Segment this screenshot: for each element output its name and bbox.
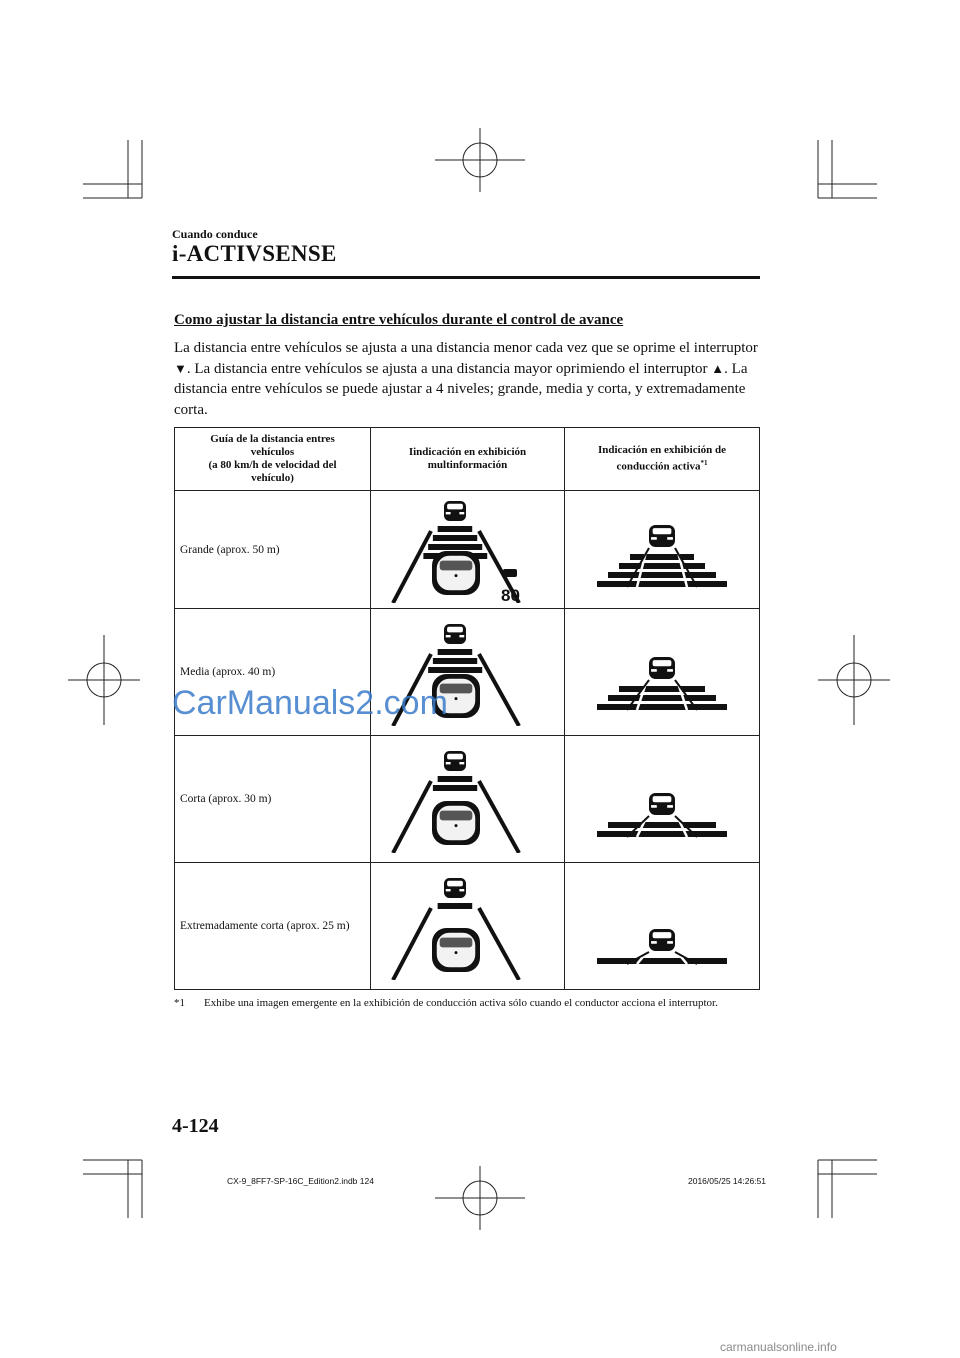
multi-info-image — [371, 491, 565, 609]
distance-bar — [437, 649, 472, 655]
distance-bar — [608, 695, 716, 701]
own-car-icon — [432, 801, 480, 845]
lane-line-left — [393, 781, 431, 853]
footnote — [174, 997, 759, 1010]
footnote-text: Exhibe una imagen emergente en la exhibición de conducción activa sólo cuando el conductor acciona el interruptor. — [204, 997, 718, 1009]
distance-bar — [428, 667, 482, 673]
section-label: Cuando conduce — [172, 227, 258, 241]
active-display-image — [565, 736, 760, 863]
lead-car-icon — [444, 501, 466, 521]
paragraph-part-2: . La distancia entre vehículos se ajusta a una distancia mayor oprimiendo el interruptor — [186, 360, 712, 377]
lead-car-icon — [444, 751, 466, 771]
distance-bar — [437, 903, 472, 909]
own-car-icon — [432, 551, 480, 595]
print-date-info: 2016/05/25 14:26:51 — [688, 1176, 766, 1186]
table-header-row — [175, 428, 760, 491]
lane-line-right — [479, 781, 519, 853]
print-file-info: CX-9_8FF7-SP-16C_Edition2.indb 124 — [227, 1176, 374, 1186]
lane-line-right — [479, 654, 519, 726]
distance-bar — [630, 554, 694, 560]
lead-car-icon — [649, 929, 675, 951]
lead-car-icon — [444, 624, 466, 644]
distance-bar — [597, 704, 727, 710]
lane-line-left — [393, 531, 431, 603]
lane-line-left — [393, 908, 431, 980]
section-heading: Como ajustar la distancia entre vehículos durante el control de avance — [174, 312, 624, 328]
header-active-driving-display: Indicación en exhibición de conducción activa$^{*1}$ — [565, 428, 760, 491]
chapter-title: i-ACTIVSENSE — [172, 241, 337, 266]
distance-bar — [597, 831, 727, 837]
distance-bar — [437, 776, 472, 782]
multi-info-image — [371, 736, 565, 863]
distance-label: Extremadamente corta (aprox. 25 m) — [175, 863, 371, 990]
up-triangle-icon: ▲ — [711, 360, 725, 376]
distance-bar — [597, 581, 727, 587]
distance-bar — [619, 686, 705, 692]
distance-bar — [428, 544, 482, 550]
table-row — [175, 736, 760, 863]
distance-label: Media (aprox. 40 m) — [175, 609, 371, 736]
lead-car-icon — [649, 793, 675, 815]
lead-car-icon — [649, 525, 675, 547]
paragraph-part-3: . La distancia entre vehículos se puede ajustar a 4 niveles; grande, media y corta, y extremadamente corta. — [174, 360, 748, 418]
distance-label: Grande (aprox. 50 m) — [175, 491, 371, 609]
down-triangle-icon: ▼ — [174, 360, 187, 376]
table-row — [175, 863, 760, 990]
active-display-image — [565, 491, 760, 609]
distance-bar — [619, 563, 705, 569]
lead-car-icon — [649, 657, 675, 679]
active-display-image — [565, 609, 760, 736]
distance-bar — [432, 535, 476, 541]
distance-label: Corta (aprox. 30 m) — [175, 736, 371, 863]
watermark: CarManuals2.com — [172, 684, 448, 722]
lead-car-icon — [444, 878, 466, 898]
distance-bar — [597, 958, 727, 964]
page-number: 4-124 — [172, 1115, 219, 1137]
body-paragraph — [174, 338, 758, 420]
lane-line-right — [479, 908, 519, 980]
speed-readout: 80 — [500, 586, 520, 603]
multi-info-image — [371, 863, 565, 990]
cruise-set-icon — [503, 569, 517, 577]
distance-bar — [437, 526, 472, 532]
own-car-icon — [432, 928, 480, 972]
distance-bar — [608, 572, 716, 578]
header-distance-guide: Guía de la distancia entres vehículos (a 80 km/h de velocidad del vehículo) — [175, 428, 371, 491]
table-row — [175, 491, 760, 609]
header-multi-info-display: Iindicación en exhibición multinformación — [371, 428, 565, 491]
active-display-image — [565, 863, 760, 990]
site-footer: carmanualsonline.info — [720, 1340, 837, 1354]
distance-bar — [432, 658, 476, 664]
chapter-rule — [172, 276, 760, 279]
footnote-marker: *1 — [174, 997, 185, 1009]
paragraph-part-1: La distancia entre vehículos se ajusta a una distancia menor cada vez que se oprime el interruptor — [174, 340, 758, 356]
distance-bar — [432, 785, 476, 791]
distance-bar — [608, 822, 716, 828]
